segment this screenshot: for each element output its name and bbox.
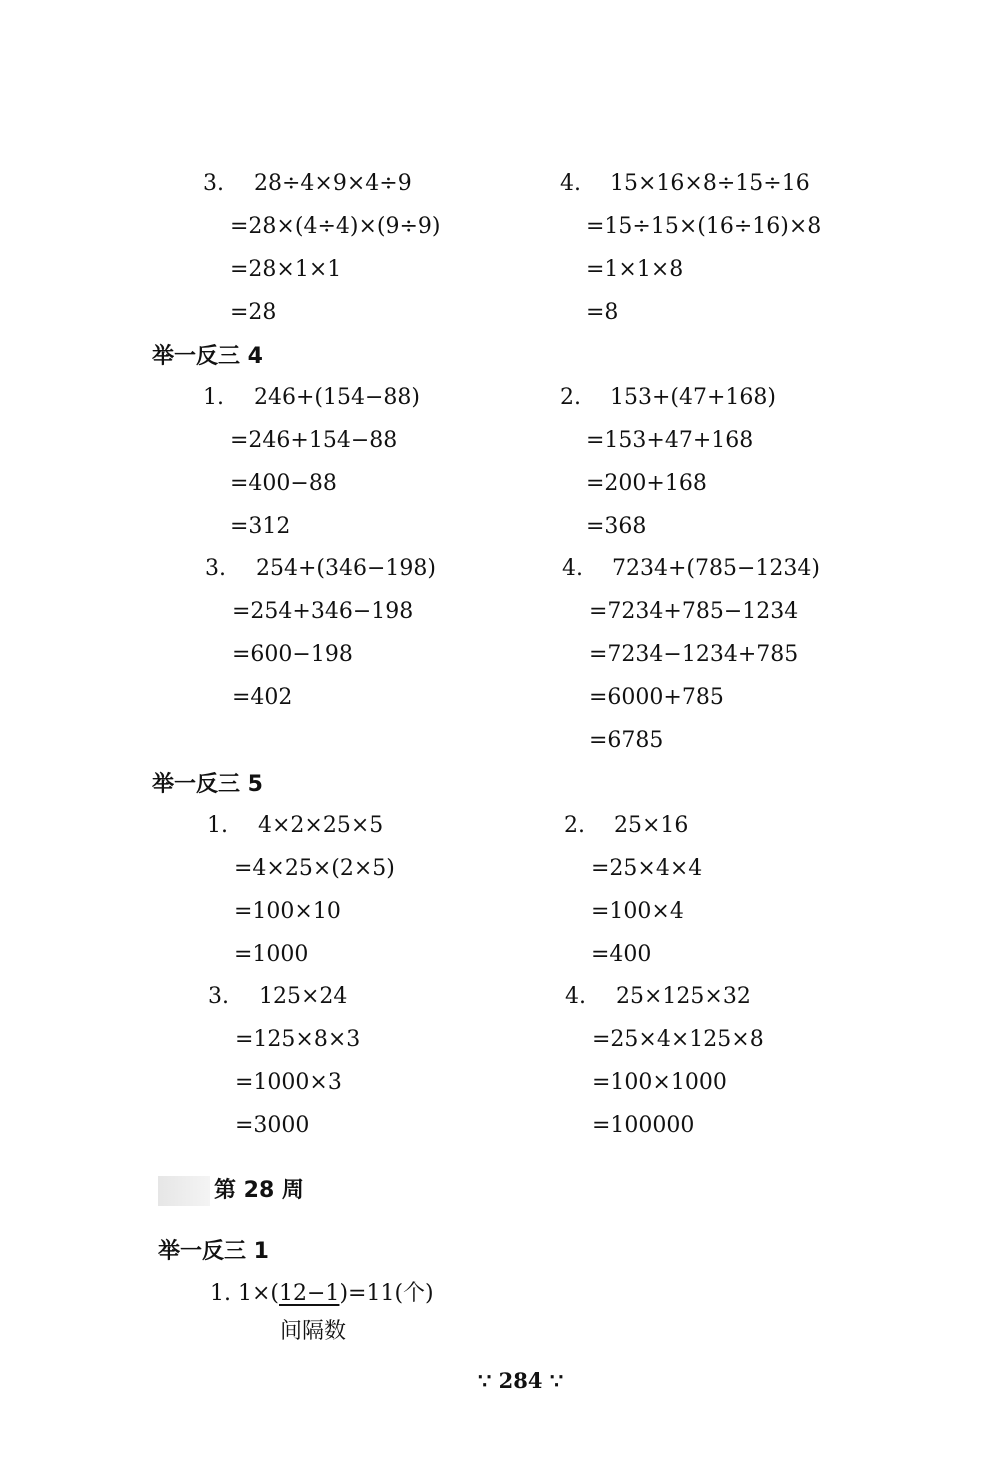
week-header-bar xyxy=(158,1176,210,1206)
expression-line: 153+(47+168) xyxy=(610,385,777,410)
expression-line: =125×8×3 xyxy=(235,1027,361,1052)
problem-number: 4. xyxy=(565,984,586,1009)
expression-line: =368 xyxy=(586,514,647,539)
expression-prefix: 1. 1×( xyxy=(210,1281,279,1306)
expression-line: =28×1×1 xyxy=(230,257,342,282)
expression-line: =15÷15×(16÷16)×8 xyxy=(586,214,822,239)
expression-line: 25×16 xyxy=(614,813,689,838)
problem-number: 3. xyxy=(203,171,224,196)
expression-line: =6000+785 xyxy=(589,685,724,710)
expression-line: 15×16×8÷15÷16 xyxy=(610,171,810,196)
problem-number: 4. xyxy=(562,556,583,581)
expression-line: =200+168 xyxy=(586,471,707,496)
expression-line: =312 xyxy=(230,514,291,539)
expression-line: =28 xyxy=(230,300,277,325)
expression-line: =7234−1234+785 xyxy=(589,642,799,667)
expression-line: =6785 xyxy=(589,728,664,753)
expression-line: =25×4×125×8 xyxy=(592,1027,764,1052)
expression-line: =100×10 xyxy=(234,899,341,924)
expression-line: =28×(4÷4)×(9÷9) xyxy=(230,214,441,239)
expression-line: =25×4×4 xyxy=(591,856,703,881)
expression-line: 254+(346−198) xyxy=(256,556,437,581)
expression-line: 25×125×32 xyxy=(616,984,751,1009)
expression-line: 4×2×25×5 xyxy=(258,813,384,838)
expression-line: =246+154−88 xyxy=(230,428,398,453)
expression-line: =4×25×(2×5) xyxy=(234,856,395,881)
expression-line: 7234+(785−1234) xyxy=(612,556,821,581)
expression-line: =3000 xyxy=(235,1113,310,1138)
expression-line xyxy=(210,1280,434,1308)
expression-line: =254+346−198 xyxy=(232,599,414,624)
problem-number: 3. xyxy=(205,556,226,581)
problem-number: 1. xyxy=(203,385,224,410)
problem-number: 2. xyxy=(560,385,581,410)
expression-line: =402 xyxy=(232,685,293,710)
expression-line: =100×1000 xyxy=(592,1070,727,1095)
expression-line: =1×1×8 xyxy=(586,257,684,282)
expression-line: =8 xyxy=(586,300,619,325)
section-heading: 举一反三 5 xyxy=(152,772,263,797)
problem-number: 4. xyxy=(560,171,581,196)
section-heading: 举一反三 1 xyxy=(158,1239,269,1264)
expression-line: 246+(154−88) xyxy=(254,385,421,410)
problem-number: 1. xyxy=(207,813,228,838)
expression-line: =100000 xyxy=(592,1113,695,1138)
underlined-interval: 12−1 xyxy=(279,1281,340,1306)
expression-line: =400 xyxy=(591,942,652,967)
expression-line: 28÷4×9×4÷9 xyxy=(254,171,412,196)
expression-line: =100×4 xyxy=(591,899,684,924)
expression-line: =7234+785−1234 xyxy=(589,599,799,624)
expression-suffix: )=11(个) xyxy=(339,1281,434,1306)
week-title: 第 28 周 xyxy=(214,1178,304,1203)
expression-line: =400−88 xyxy=(230,471,337,496)
interval-note: 间隔数 xyxy=(280,1319,347,1344)
expression-line: =1000 xyxy=(234,942,309,967)
expression-line: =1000×3 xyxy=(235,1070,342,1095)
problem-number: 3. xyxy=(208,984,229,1009)
expression-line: =600−198 xyxy=(232,642,353,667)
problem-number: 2. xyxy=(564,813,585,838)
section-heading: 举一反三 4 xyxy=(152,344,263,369)
expression-line: =153+47+168 xyxy=(586,428,754,453)
expression-line: 125×24 xyxy=(259,984,348,1009)
page-number: ∵ 284 ∵ xyxy=(478,1368,564,1393)
